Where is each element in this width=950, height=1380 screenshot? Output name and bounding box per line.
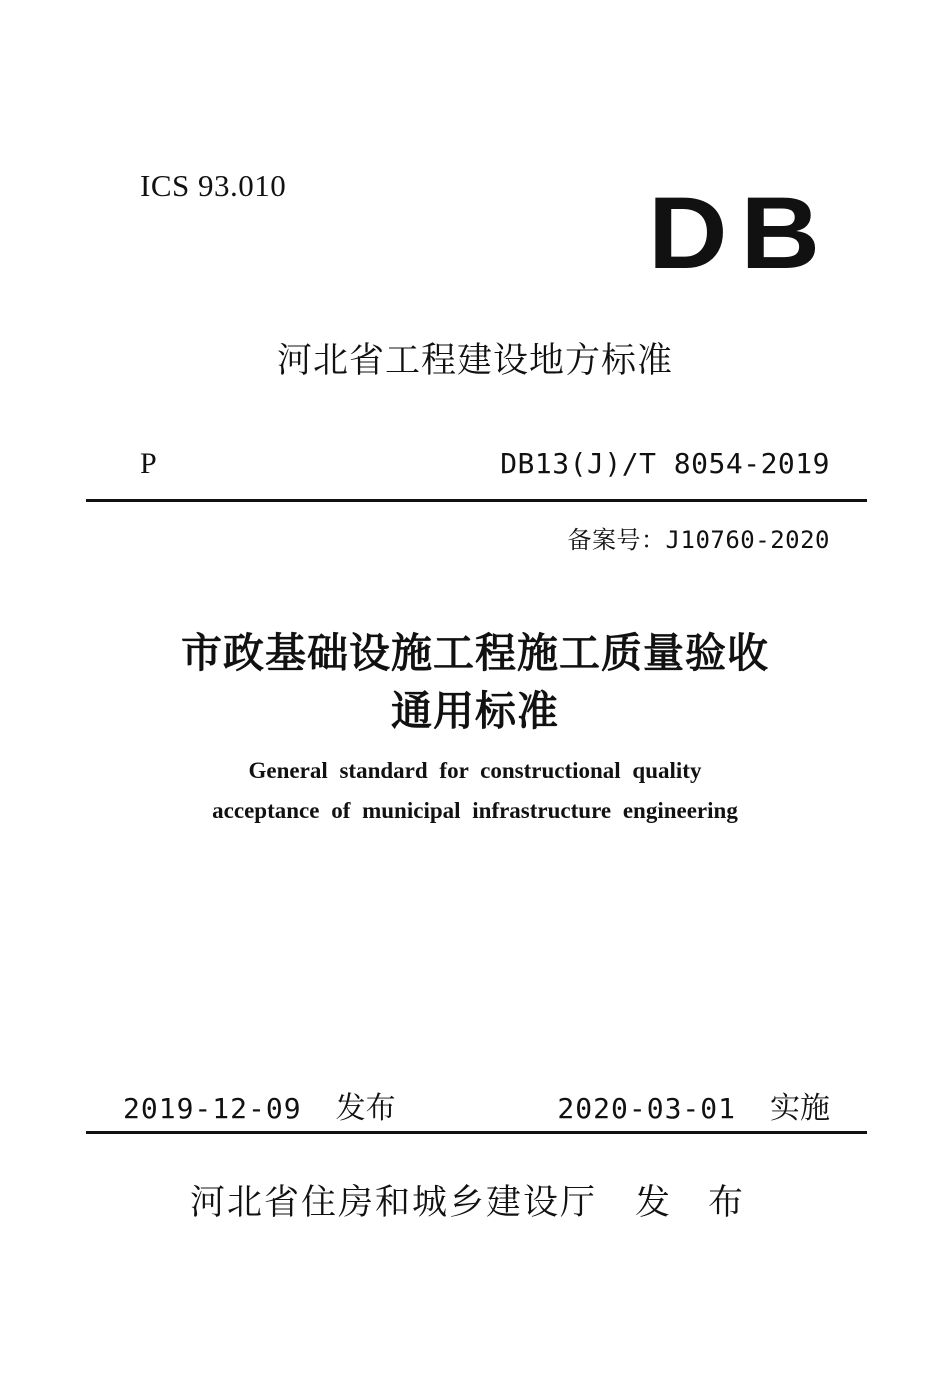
issue-date-block xyxy=(123,1083,396,1127)
title-zh-line-2: 通用标准 xyxy=(391,687,559,735)
title-en-line-1: General standard for constructional quality xyxy=(248,758,702,783)
issue-date: 2019-12-09 xyxy=(123,1092,302,1125)
db-logo: DB xyxy=(648,176,834,290)
issue-word: 发布 xyxy=(335,1091,396,1126)
standard-number: DB13(J)/T 8054-2019 xyxy=(500,447,830,480)
effective-date-block xyxy=(557,1083,830,1127)
authority-name: 河北省住房和城乡建设厅 xyxy=(190,1183,598,1223)
effective-date: 2020-03-01 xyxy=(557,1092,736,1125)
series-title: 河北省工程建设地方标准 xyxy=(276,341,673,381)
title-zh-line-1: 市政基础设施工程施工质量验收 xyxy=(181,629,769,677)
record-label: 备案号： xyxy=(567,526,666,554)
ics-code: ICS 93.010 xyxy=(140,168,287,203)
record-number xyxy=(568,520,830,555)
category-code: P xyxy=(140,447,157,480)
top-divider xyxy=(86,499,867,502)
bottom-divider xyxy=(86,1131,867,1134)
authority-action: 发布 xyxy=(635,1183,782,1223)
record-value: J10760-2020 xyxy=(665,526,830,554)
title-en-line-2: acceptance of municipal infrastructure engineering xyxy=(212,798,738,823)
issuing-authority xyxy=(190,1175,781,1225)
effective-word: 实施 xyxy=(770,1091,830,1126)
